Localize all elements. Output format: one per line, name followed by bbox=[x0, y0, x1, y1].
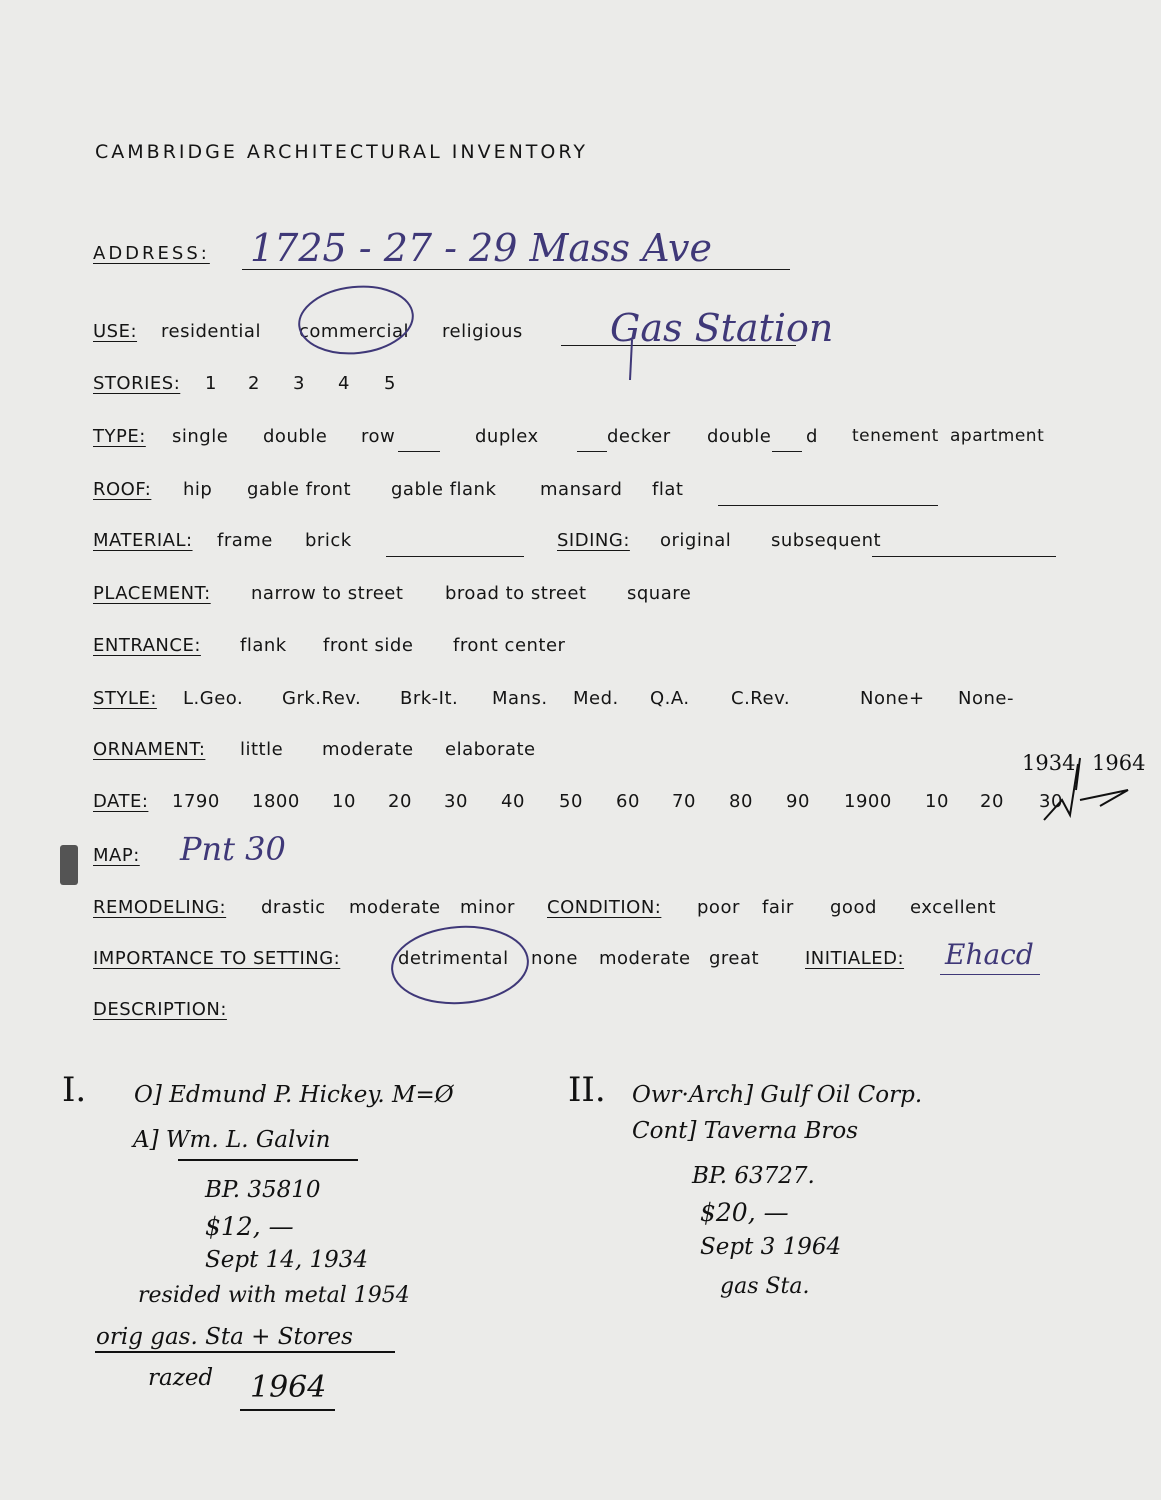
siding-option-subsequent: subsequent bbox=[771, 530, 882, 551]
placement-label: PLACEMENT: bbox=[93, 583, 211, 604]
type-option-double-d: double bbox=[707, 426, 772, 447]
ornament-option-elaborate: elaborate bbox=[445, 739, 536, 760]
ornament-option-moderate: moderate bbox=[322, 739, 414, 760]
description-label: DESCRIPTION: bbox=[93, 999, 227, 1020]
date-option-1920: 20 bbox=[980, 791, 1004, 812]
section-two-contractor: Cont] Taverna Bros bbox=[632, 1118, 859, 1144]
address-handwritten: 1725 - 27 - 29 Mass Ave bbox=[250, 226, 712, 270]
roof-option-gable-flank: gable flank bbox=[391, 479, 497, 500]
condition-option-fair: fair bbox=[762, 897, 794, 918]
date-label: DATE: bbox=[93, 791, 149, 812]
remodeling-label: REMODELING: bbox=[93, 897, 227, 918]
use-other-handwritten: Gas Station bbox=[610, 306, 834, 350]
date-option-60: 60 bbox=[616, 791, 640, 812]
date-option-1790: 1790 bbox=[172, 791, 220, 812]
roof-option-hip: hip bbox=[183, 479, 213, 500]
map-handwritten: Pnt 30 bbox=[180, 830, 286, 868]
entrance-option-front-center: front center bbox=[453, 635, 566, 656]
section-two-permit: BP. 63727. bbox=[692, 1163, 815, 1189]
section-one-cost: $12, — bbox=[205, 1212, 294, 1241]
date-option-1910: 10 bbox=[925, 791, 949, 812]
stories-option-2: 2 bbox=[248, 373, 260, 394]
date-option-1930: 30 bbox=[1039, 791, 1063, 812]
date-option-40: 40 bbox=[501, 791, 525, 812]
detrimental-circle bbox=[390, 922, 531, 1007]
style-option-grkrev: Grk.Rev. bbox=[282, 688, 362, 709]
section-one-permit: BP. 35810 bbox=[205, 1177, 321, 1203]
commercial-circle bbox=[296, 281, 416, 359]
style-option-lgeo: L.Geo. bbox=[183, 688, 244, 709]
entrance-option-flank: flank bbox=[240, 635, 287, 656]
material-option-brick: brick bbox=[305, 530, 352, 551]
date-note-1934: 1934 bbox=[1022, 751, 1076, 775]
style-option-qa: Q.A. bbox=[650, 688, 690, 709]
condition-label: CONDITION: bbox=[547, 897, 662, 918]
importance-option-none: none bbox=[531, 948, 578, 969]
type-label: TYPE: bbox=[93, 426, 146, 447]
importance-option-great: great bbox=[709, 948, 760, 969]
siding-label: SIDING: bbox=[557, 530, 630, 551]
date-option-1900: 1900 bbox=[844, 791, 892, 812]
initialed-label: INITIALED: bbox=[805, 948, 905, 969]
roof-label: ROOF: bbox=[93, 479, 152, 500]
entrance-label: ENTRANCE: bbox=[93, 635, 201, 656]
condition-option-excellent: excellent bbox=[910, 897, 997, 918]
stories-option-1: 1 bbox=[205, 373, 217, 394]
date-option-70: 70 bbox=[672, 791, 696, 812]
importance-option-detrimental: detrimental bbox=[398, 948, 509, 969]
placement-option-square: square bbox=[627, 583, 692, 604]
roof-option-flat: flat bbox=[652, 479, 684, 500]
type-option-tenement: tenement bbox=[852, 426, 939, 446]
roof-option-gable-front: gable front bbox=[247, 479, 351, 500]
date-option-30: 30 bbox=[444, 791, 468, 812]
placement-option-narrow: narrow to street bbox=[251, 583, 404, 604]
type-option-apartment: apartment bbox=[950, 426, 1045, 446]
style-option-brkit: Brk-It. bbox=[400, 688, 459, 709]
ornament-label: ORNAMENT: bbox=[93, 739, 206, 760]
section-one-owner: O] Edmund P. Hickey. M=Ø bbox=[134, 1082, 454, 1108]
use-label: USE: bbox=[93, 321, 138, 342]
siding-option-original: original bbox=[660, 530, 732, 551]
style-option-crev: C.Rev. bbox=[731, 688, 791, 709]
style-option-med: Med. bbox=[573, 688, 619, 709]
use-option-religious: religious bbox=[442, 321, 523, 342]
section-one-date: Sept 14, 1934 bbox=[205, 1247, 369, 1273]
form-title: CAMBRIDGE ARCHITECTURAL INVENTORY bbox=[95, 141, 588, 163]
condition-option-good: good bbox=[830, 897, 877, 918]
section-two-use: gas Sta. bbox=[720, 1274, 810, 1299]
importance-option-moderate: moderate bbox=[599, 948, 691, 969]
section-one-architect: A] Wm. L. Galvin bbox=[133, 1127, 331, 1153]
remodeling-option-drastic: drastic bbox=[261, 897, 326, 918]
date-note-1964: 1964 bbox=[1092, 751, 1146, 775]
use-other-stroke bbox=[630, 340, 632, 380]
use-option-commercial: commercial bbox=[299, 321, 409, 342]
stories-option-4: 4 bbox=[338, 373, 350, 394]
initialed-handwritten: Ehacd bbox=[945, 938, 1034, 971]
type-option-duplex: duplex bbox=[475, 426, 539, 447]
date-check-mark bbox=[1044, 764, 1128, 820]
section-two-date: Sept 3 1964 bbox=[700, 1234, 842, 1260]
style-label: STYLE: bbox=[93, 688, 157, 709]
section-two-owner: Owr·Arch] Gulf Oil Corp. bbox=[632, 1082, 923, 1108]
type-option-decker: decker bbox=[607, 426, 671, 447]
style-option-mans: Mans. bbox=[492, 688, 548, 709]
date-option-80: 80 bbox=[729, 791, 753, 812]
address-label: ADDRESS: bbox=[93, 243, 210, 264]
type-option-double: double bbox=[263, 426, 328, 447]
type-option-d: d bbox=[806, 426, 818, 447]
material-label: MATERIAL: bbox=[93, 530, 193, 551]
style-option-none-minus: None- bbox=[958, 688, 1014, 709]
stories-option-3: 3 bbox=[293, 373, 305, 394]
section-one-numeral: I. bbox=[62, 1070, 87, 1110]
date-option-50: 50 bbox=[559, 791, 583, 812]
use-option-residential: residential bbox=[161, 321, 261, 342]
stories-label: STORIES: bbox=[93, 373, 181, 394]
date-option-20: 20 bbox=[388, 791, 412, 812]
date-option-90: 90 bbox=[786, 791, 810, 812]
type-option-single: single bbox=[172, 426, 229, 447]
ornament-option-little: little bbox=[240, 739, 284, 760]
section-one-razed-year: 1964 bbox=[250, 1370, 327, 1405]
section-two-numeral: II. bbox=[568, 1070, 606, 1110]
date-option-10: 10 bbox=[332, 791, 356, 812]
type-option-row: row bbox=[361, 426, 396, 447]
importance-label: IMPORTANCE TO SETTING: bbox=[93, 948, 341, 969]
remodeling-option-moderate: moderate bbox=[349, 897, 441, 918]
section-one-note-original: orig gas. Sta + Stores bbox=[96, 1324, 353, 1350]
placement-option-broad: broad to street bbox=[445, 583, 587, 604]
section-one-note-resided: resided with metal 1954 bbox=[138, 1283, 410, 1308]
material-option-frame: frame bbox=[217, 530, 273, 551]
date-option-1800: 1800 bbox=[252, 791, 300, 812]
section-one-note-razed: razed bbox=[148, 1365, 214, 1391]
roof-option-mansard: mansard bbox=[540, 479, 623, 500]
section-two-cost: $20, — bbox=[700, 1198, 789, 1227]
map-label: MAP: bbox=[93, 845, 140, 866]
entrance-option-front-side: front side bbox=[323, 635, 414, 656]
condition-option-poor: poor bbox=[697, 897, 740, 918]
remodeling-option-minor: minor bbox=[460, 897, 515, 918]
stories-option-5: 5 bbox=[384, 373, 396, 394]
style-option-none-plus: None+ bbox=[860, 688, 925, 709]
